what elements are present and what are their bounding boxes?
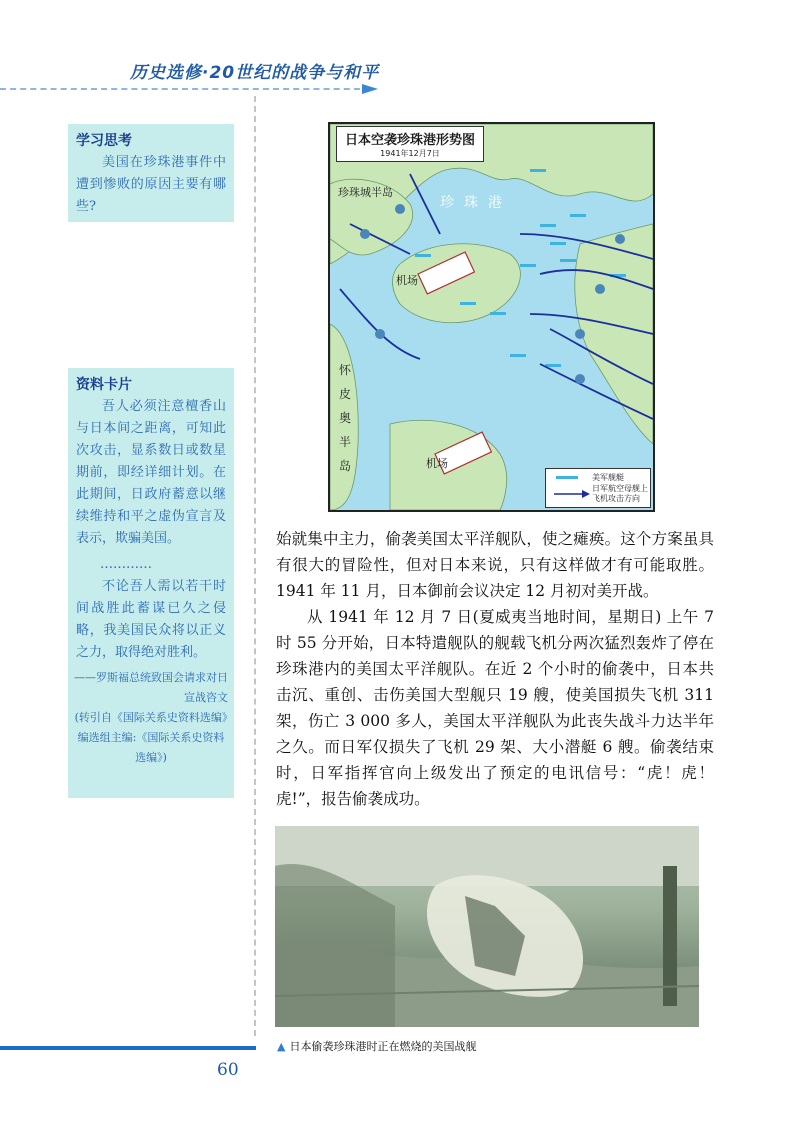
study-card xyxy=(68,124,234,222)
study-card-title: 学习思考 xyxy=(76,133,132,149)
header-dashed-rule xyxy=(0,88,370,90)
pearl-harbor-map xyxy=(328,122,655,512)
study-card-body xyxy=(68,152,234,222)
info-card-title: 资料卡片 xyxy=(76,377,132,393)
label-harbor: 珍珠港 xyxy=(440,195,512,211)
map-date: 1941年12月7日 xyxy=(380,149,440,158)
map-legend xyxy=(545,468,651,508)
info-card-source: (转引自《国际关系史资料选编》编选组主编:《国际关系史资料选编》) xyxy=(74,711,228,764)
caption-triangle-icon: ▲ xyxy=(277,1040,286,1053)
main-paragraph-2 xyxy=(276,604,714,812)
label-airfield-1: 机场 xyxy=(396,274,418,287)
map-graphic xyxy=(330,124,653,510)
label-airfield-2: 机场 xyxy=(426,457,448,470)
page-number: 60 xyxy=(217,1060,239,1080)
map-title: 日本空袭珍珠港形势图 xyxy=(344,133,475,148)
label-waipio: 怀皮奥半岛 xyxy=(339,363,352,473)
header-title: 历史选修·20世纪的战争与和平 xyxy=(130,63,380,83)
sidebar-divider xyxy=(254,96,256,1036)
header-arrow-icon xyxy=(362,84,378,94)
photo-graphic xyxy=(275,826,699,1027)
info-card-attribution: ——罗斯福总统致国会请求对日宣战咨文 xyxy=(74,671,228,704)
photo-caption-text: 日本偷袭珍珠港时正在燃烧的美国战舰 xyxy=(289,1040,477,1053)
legend-ships: 美军舰艇 xyxy=(592,473,624,482)
photo-caption xyxy=(277,1038,476,1054)
study-card-question: 美国在珍珠港事件中遭到惨败的原因主要有哪些? xyxy=(76,155,226,214)
map-title-box xyxy=(336,126,484,162)
map-land-east xyxy=(575,224,653,444)
info-card-ellipsis: ………… xyxy=(100,557,152,572)
info-card xyxy=(68,368,234,798)
label-pearl-city: 珍珠城半岛 xyxy=(338,186,393,199)
burning-ship-photo xyxy=(275,826,699,1027)
main-para2-text: 从 1941 年 12 月 7 日(夏威夷当地时间，星期日) 上午 7 时 55 分开始，日本特遣舰队的舰载飞机分两次猛烈轰炸了停在珍珠港内的美国太平洋舰队。在近 2 个小时的偷袭中，日本共击沉、重创、击伤美国大型舰只 19 艘，使美国损失飞机 311 架，伤亡 3 000 多人，美国太平洋舰队为此丧失战斗力达半年之久。而日军仅损失了飞机 29 架、大小潜艇 6 艘。偷袭结束时，日军指挥官向上级发出了预定的电讯信号：“虎！虎！虎!”，报告偷袭成功。 xyxy=(276,608,714,808)
info-card-body2 xyxy=(68,576,234,668)
legend-attack: 日军航空母舰上飞机攻击方向 xyxy=(592,484,648,503)
info-card-para2: 不论吾人需以若干时间战胜此蓄谋已久之侵略，我美国民众将以正义之力，取得绝对胜利。 xyxy=(76,579,226,660)
main-paragraph-1 xyxy=(276,526,714,604)
info-card-para1: 吾人必须注意檀香山与日本间之距离，可知此次攻击，显系数日或数星期前，即经详细计划。在此期间，日政府蓄意以继续维持和平之虚伪宣言及表示，欺骗美国。 xyxy=(76,399,226,546)
main-para1-text: 始就集中主力，偷袭美国太平洋舰队，使之瘫痪。这个方案虽具有很大的冒险性，但对日本来说，只有这样做才有可能取胜。1941 年 11 月，日本御前会议决定 12 月初对美开战。 xyxy=(276,530,714,600)
info-card-body xyxy=(68,396,234,554)
footer-bar xyxy=(0,1046,256,1050)
